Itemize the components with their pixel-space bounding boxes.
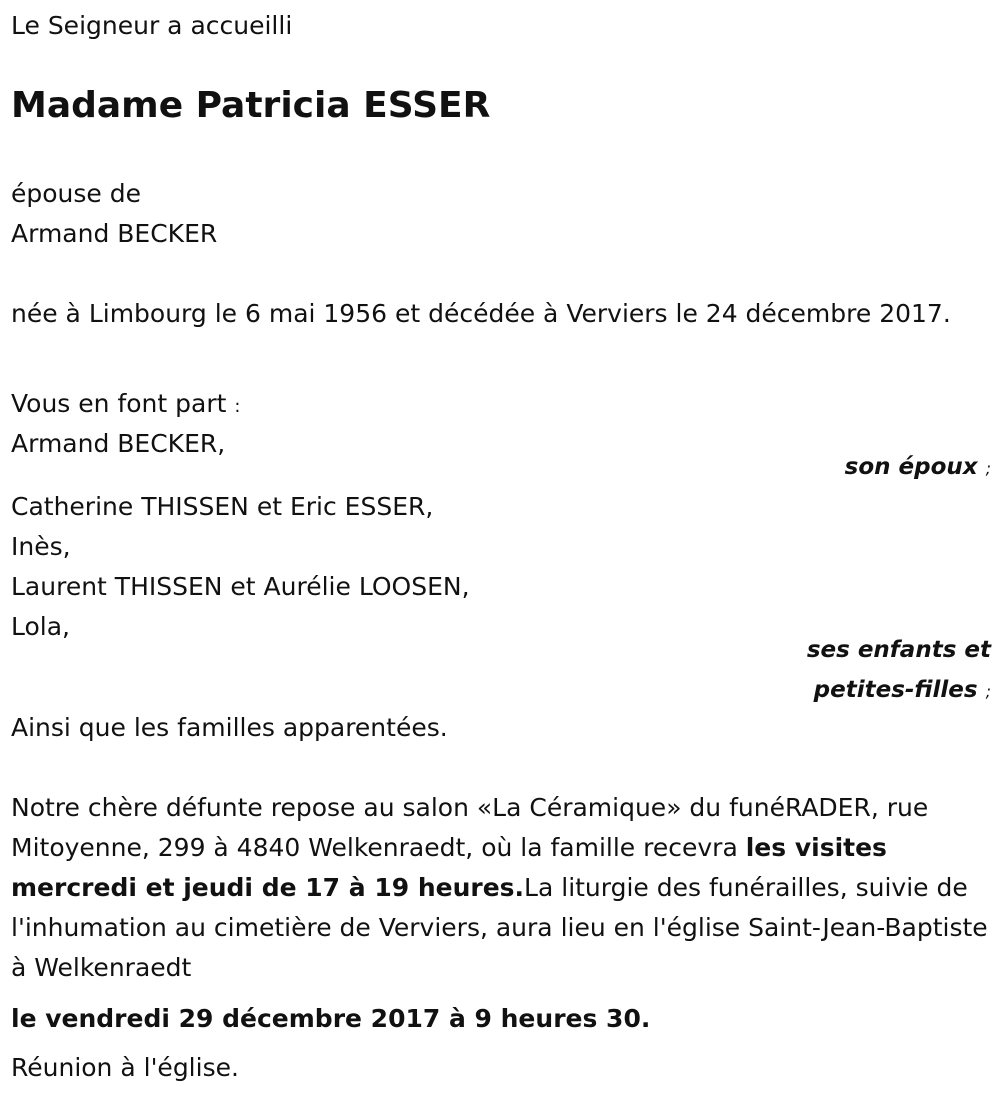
spouse-role-semicolon: ; bbox=[985, 459, 991, 478]
children-role-text-2: petites-filles bbox=[813, 677, 978, 703]
ceremony-date: le vendredi 29 décembre 2017 à 9 heures 30. bbox=[11, 1004, 651, 1033]
spouse-role bbox=[11, 447, 991, 489]
children-role-semicolon: ; bbox=[985, 682, 991, 701]
spouse-role-text: son époux bbox=[844, 454, 978, 480]
children-role-text-1: ses enfants et bbox=[806, 637, 991, 663]
spouse-name: Armand BECKER bbox=[11, 219, 218, 248]
visits-bold: les visites mercredi et jeudi de 17 à 19 heures. bbox=[11, 833, 887, 902]
deceased-name: Madame Patricia ESSER bbox=[11, 85, 491, 126]
spouse-intro: épouse de bbox=[11, 179, 141, 208]
notice-paragraph bbox=[11, 788, 991, 988]
notice-text-part2: La liturgie des funérailles, suivie de l'inhumation au cimetière de Verviers, aura lieu en l'église Saint-Jean-Baptiste à Welkenraedt bbox=[11, 873, 988, 982]
meeting-text: Réunion à l'église. bbox=[11, 1053, 239, 1082]
birth-death-text: née à Limbourg le 6 mai 1956 et décédée à Verviers le 24 décembre 2017. bbox=[11, 299, 951, 328]
children-role-line-2 bbox=[11, 670, 991, 712]
children-line: Laurent THISSEN et Aurélie LOOSEN, bbox=[11, 572, 470, 601]
notice-text-part1: Notre chère défunte repose au salon «La Céramique» du funéRADER, rue Mitoyenne, 299 à 4840 Welkenraedt, où la famille recevra bbox=[11, 793, 929, 862]
relatives-text: Ainsi que les familles apparentées. bbox=[11, 713, 448, 742]
children-line: Catherine THISSEN et Eric ESSER, bbox=[11, 492, 434, 521]
children-line: Lola, bbox=[11, 612, 70, 641]
children-line: Inès, bbox=[11, 532, 71, 561]
children-role-line-1 bbox=[11, 630, 991, 670]
announce-intro bbox=[11, 384, 240, 427]
family-spouse-line: Armand BECKER, bbox=[11, 429, 226, 458]
announce-colon: : bbox=[234, 396, 241, 417]
announce-intro-text: Vous en font part bbox=[11, 389, 227, 418]
header-text: Le Seigneur a accueilli bbox=[11, 11, 293, 40]
